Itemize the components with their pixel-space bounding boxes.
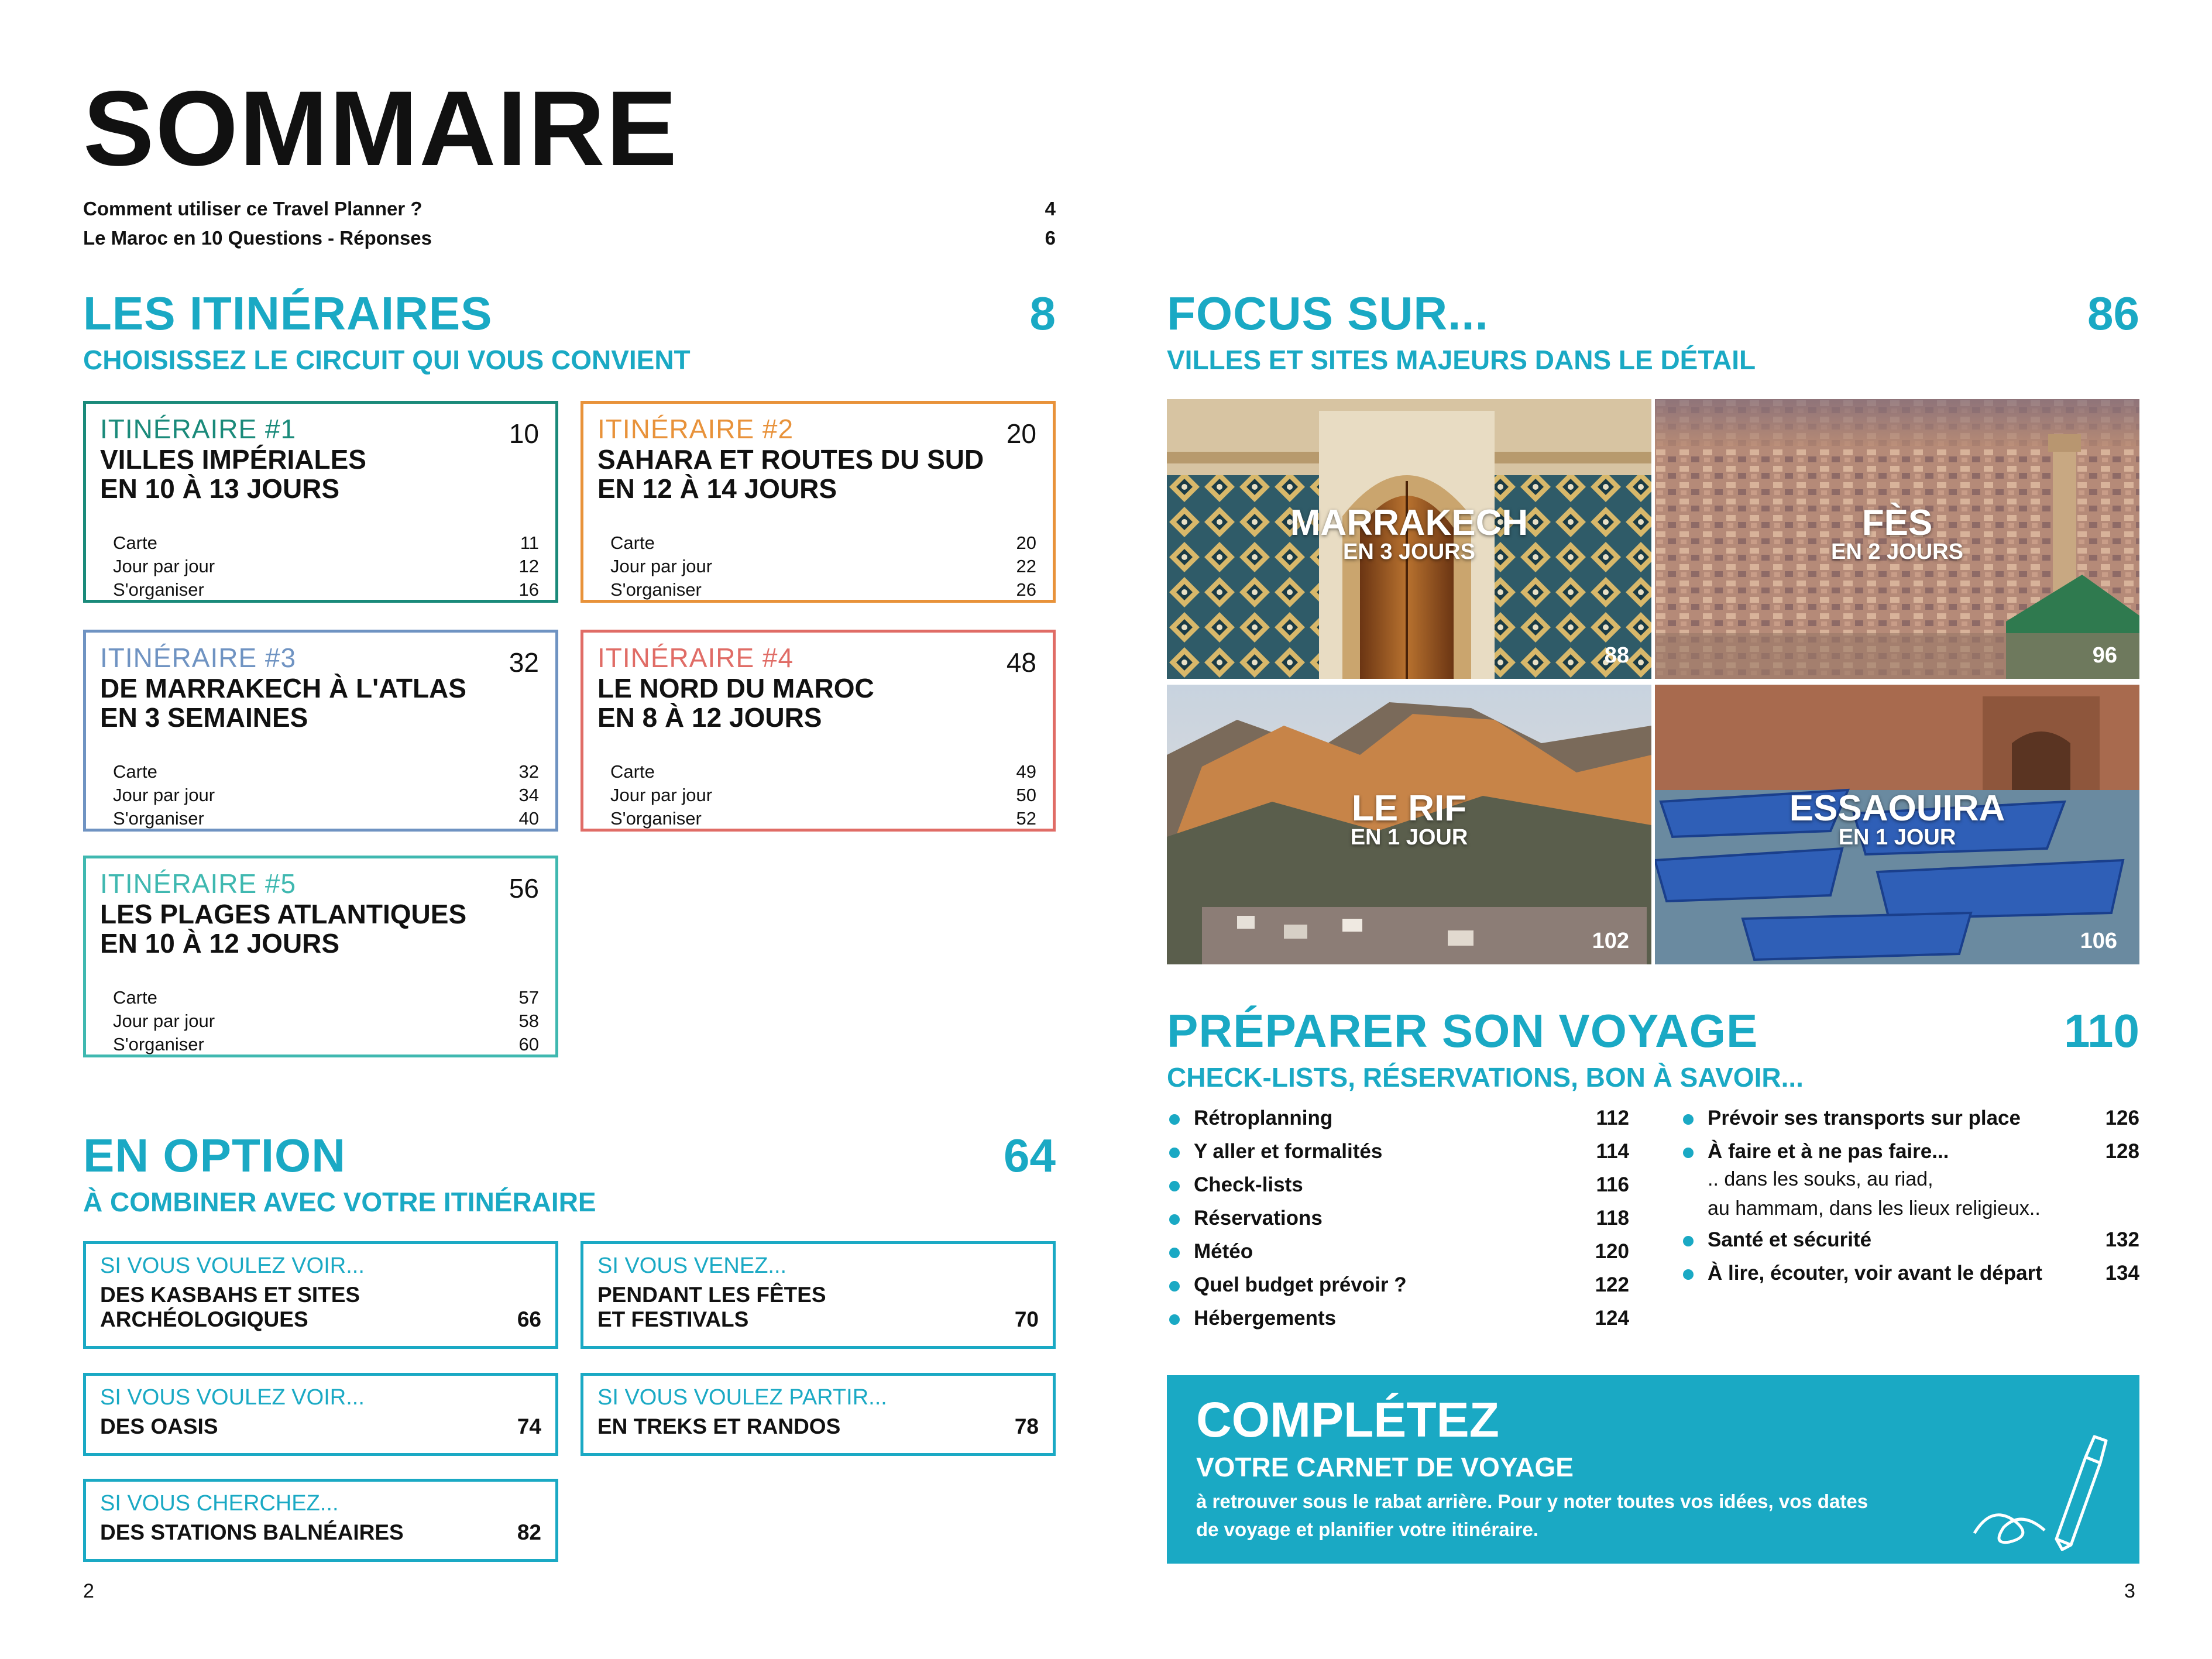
option-page: 74: [517, 1414, 541, 1438]
itinerary-page: 32: [509, 647, 539, 678]
checklist-item[interactable]: [1167, 1201, 1629, 1235]
tile-page: 96: [2092, 643, 2117, 668]
itinerary-subsection-row[interactable]: [113, 578, 539, 602]
subsection-page: 58: [518, 1011, 539, 1031]
subsection-page: 60: [518, 1034, 539, 1055]
itinerary-subsections: [113, 760, 539, 830]
itinerary-subsection-row[interactable]: [610, 578, 1036, 602]
checklist-page: 114: [1596, 1140, 1629, 1163]
itinerary-heading-line: EN 10 À 13 JOURS: [100, 473, 340, 504]
checklist-item[interactable]: [1681, 1135, 2139, 1168]
option-label: SI VOUS VOULEZ VOIR...: [100, 1253, 365, 1278]
subsection-label: Jour par jour: [610, 556, 713, 576]
option-card-2[interactable]: [581, 1241, 1056, 1349]
itinerary-heading: [597, 445, 1039, 503]
itinerary-card-3[interactable]: [83, 630, 558, 832]
itinerary-heading: [100, 445, 541, 503]
checklist-item[interactable]: [1167, 1168, 1629, 1201]
checklist-item[interactable]: [1167, 1301, 1629, 1335]
subsection-page: 52: [1016, 808, 1036, 829]
itinerary-card-2[interactable]: [581, 401, 1056, 603]
itinerary-heading-line: EN 12 À 14 JOURS: [597, 473, 837, 504]
completez-subtitle: VOTRE CARNET DE VOYAGE: [1196, 1452, 1574, 1482]
itinerary-subsections: [610, 531, 1036, 602]
tile-title: ESSAOUIRA: [1789, 788, 2005, 829]
subsection-label: Carte: [113, 533, 157, 553]
checklist-page: 118: [1596, 1207, 1629, 1229]
option-page: 64: [1004, 1129, 1056, 1181]
subsection-page: 50: [1016, 785, 1036, 805]
option-label: SI VOUS CHERCHEZ...: [100, 1491, 339, 1516]
subsection-label: S'organiser: [113, 579, 204, 600]
itinerary-subsection-row[interactable]: [113, 1009, 539, 1033]
checklist-page: 132: [2105, 1228, 2139, 1251]
subsection-label: S'organiser: [113, 808, 204, 829]
subsection-label: Jour par jour: [113, 785, 215, 805]
checklist-page: 120: [1595, 1240, 1629, 1263]
checklist-note-line: .. dans les souks, au riad,: [1708, 1168, 1933, 1190]
subsection-page: 20: [1016, 533, 1036, 553]
completez-text-line: de voyage et planifier votre itinéraire.: [1196, 1519, 1539, 1540]
itinerary-heading-line: EN 8 À 12 JOURS: [597, 702, 822, 733]
itinerary-subsection-row[interactable]: [113, 784, 539, 807]
itinerary-heading: [100, 674, 541, 732]
subsection-page: 16: [518, 579, 539, 600]
itinerary-heading-line: SAHARA ET ROUTES DU SUD: [597, 444, 984, 475]
pen-icon: [1969, 1434, 2109, 1551]
option-subtitle: À COMBINER AVEC VOTRE ITINÉRAIRE: [83, 1187, 596, 1217]
checklist-left: [1167, 1101, 1629, 1335]
checklist-item[interactable]: [1167, 1135, 1629, 1168]
itinerary-heading-line: LES PLAGES ATLANTIQUES: [100, 899, 467, 929]
subsection-label: Carte: [610, 533, 655, 553]
preparer-page: 110: [2063, 1005, 2139, 1057]
itinerary-page: 56: [509, 873, 539, 904]
subsection-label: Carte: [610, 761, 655, 782]
checklist-item[interactable]: [1167, 1268, 1629, 1301]
focus-tile-le-rif[interactable]: [1167, 685, 1651, 964]
option-page: 82: [517, 1520, 541, 1544]
option-heading-line: DES STATIONS BALNÉAIRES: [100, 1520, 404, 1544]
itinerary-page: 48: [1006, 647, 1036, 678]
preparer-title: PRÉPARER SON VOYAGE: [1167, 1005, 1758, 1057]
checklist-page: 116: [1596, 1173, 1629, 1196]
itinerary-page: 10: [509, 418, 539, 449]
checklist-right: [1681, 1101, 2139, 1290]
itinerary-heading-line: LE NORD DU MAROC: [597, 673, 874, 703]
subsection-label: S'organiser: [610, 808, 702, 829]
subsection-page: 26: [1016, 579, 1036, 600]
itinerary-subsection-row[interactable]: [610, 555, 1036, 578]
itinerary-label: ITINÉRAIRE #1: [100, 414, 297, 444]
tile-page: 106: [2080, 929, 2117, 953]
itinerary-subsection-row[interactable]: [610, 807, 1036, 830]
subsection-page: 34: [518, 785, 539, 805]
subsection-label: Carte: [113, 987, 157, 1008]
itinerary-card-4[interactable]: [581, 630, 1056, 832]
focus-tile-fes[interactable]: [1655, 399, 2139, 679]
intro-label: Comment utiliser ce Travel Planner ?: [83, 198, 423, 219]
subsection-label: Jour par jour: [113, 556, 215, 576]
checklist-page: 134: [2105, 1262, 2139, 1284]
completez-banner[interactable]: [1167, 1375, 2139, 1564]
subsection-page: 57: [518, 987, 539, 1008]
checklist-item[interactable]: [1167, 1101, 1629, 1135]
option-label: SI VOUS VOULEZ VOIR...: [100, 1385, 365, 1410]
checklist-label: À lire, écouter, voir avant le départ: [1708, 1262, 2042, 1284]
itinerary-label: ITINÉRAIRE #4: [597, 643, 794, 673]
itinerary-subsection-row[interactable]: [113, 1033, 539, 1056]
focus-title: FOCUS SUR...: [1167, 287, 1489, 339]
checklist-label: Prévoir ses transports sur place: [1708, 1107, 2021, 1129]
tile-title: LE RIF: [1351, 788, 1467, 829]
focus-tile-essaouira[interactable]: [1655, 685, 2139, 964]
page-number-left: 2: [83, 1580, 94, 1602]
option-heading-line: ARCHÉOLOGIQUES: [100, 1307, 308, 1331]
itinerary-heading: [597, 674, 1039, 732]
itinerary-subsection-row[interactable]: [113, 807, 539, 830]
checklist-item[interactable]: [1681, 1223, 2139, 1256]
option-card-5[interactable]: [83, 1479, 558, 1562]
itinerary-subsection-row[interactable]: [113, 555, 539, 578]
itinerary-heading-line: DE MARRAKECH À L'ATLAS: [100, 673, 466, 703]
tile-subtitle: EN 3 JOURS: [1343, 540, 1475, 564]
subsection-page: 32: [518, 761, 539, 782]
option-heading-line: DES OASIS: [100, 1414, 218, 1438]
subsection-label: Carte: [113, 761, 157, 782]
subsection-page: 40: [518, 808, 539, 829]
itinerary-subsection-row[interactable]: [610, 784, 1036, 807]
tile-page: 102: [1592, 929, 1629, 953]
option-card-3[interactable]: [83, 1373, 558, 1456]
itinerary-label: ITINÉRAIRE #2: [597, 414, 794, 444]
option-heading-line: EN TREKS ET RANDOS: [597, 1414, 841, 1438]
itinerary-heading-line: VILLES IMPÉRIALES: [100, 444, 366, 475]
itinerary-subsection-row[interactable]: [113, 531, 539, 555]
checklist-item[interactable]: [1681, 1101, 2139, 1135]
intro-label: Le Maroc en 10 Questions - Réponses: [83, 227, 432, 249]
focus-subtitle: VILLES ET SITES MAJEURS DANS LE DÉTAIL: [1167, 345, 1756, 375]
itineraires-title: LES ITINÉRAIRES: [83, 287, 493, 339]
page-number-right: 3: [2124, 1580, 2135, 1602]
itinerary-card-5[interactable]: [83, 856, 558, 1057]
itinerary-card-1[interactable]: [83, 401, 558, 603]
checklist-item[interactable]: [1167, 1235, 1629, 1268]
intro-row-1[interactable]: [83, 198, 1056, 220]
tile-title: MARRAKECH: [1290, 503, 1529, 543]
option-heading: [100, 1414, 541, 1439]
itinerary-heading: [100, 899, 541, 958]
focus-tile-marrakech[interactable]: [1167, 399, 1651, 679]
subsection-label: S'organiser: [610, 579, 702, 600]
tile-title: FÈS: [1861, 503, 1933, 543]
page-title: SOMMAIRE: [83, 68, 678, 188]
option-heading-line: DES KASBAHS ET SITES: [100, 1283, 360, 1307]
focus-page: 86: [2087, 287, 2139, 339]
subsection-label: S'organiser: [113, 1034, 204, 1055]
itinerary-heading-line: EN 10 À 12 JOURS: [100, 928, 340, 959]
option-heading: [100, 1283, 541, 1332]
option-heading: [597, 1414, 1039, 1439]
intro-row-2[interactable]: [83, 227, 1056, 249]
intro-page: 6: [1045, 227, 1056, 249]
subsection-label: Jour par jour: [610, 785, 713, 805]
option-heading-line: ET FESTIVALS: [597, 1307, 749, 1331]
checklist-label: Santé et sécurité: [1708, 1228, 1872, 1251]
option-title: EN OPTION: [83, 1129, 346, 1181]
option-page: 78: [1014, 1414, 1039, 1438]
itinerary-subsection-row[interactable]: [610, 760, 1036, 784]
checklist-note-line: au hammam, dans les lieux religieux..: [1708, 1197, 2041, 1220]
completez-title: COMPLÉTEZ: [1196, 1392, 1499, 1447]
option-heading: [597, 1283, 1039, 1332]
option-card-1[interactable]: [83, 1241, 558, 1349]
preparer-subtitle: CHECK-LISTS, RÉSERVATIONS, BON À SAVOIR...: [1167, 1062, 1804, 1093]
subsection-page: 11: [520, 533, 539, 553]
checklist-page: 128: [2105, 1140, 2139, 1163]
intro-page: 4: [1045, 198, 1056, 219]
itineraires-subtitle: CHOISISSEZ LE CIRCUIT QUI VOUS CONVIENT: [83, 345, 691, 375]
itinerary-subsection-row[interactable]: [113, 760, 539, 784]
itineraires-page: 8: [1029, 287, 1056, 339]
itinerary-subsection-row[interactable]: [610, 531, 1036, 555]
checklist-label: À faire et à ne pas faire...: [1708, 1140, 1949, 1163]
checklist-label: Réservations: [1194, 1207, 1323, 1229]
option-page: 70: [1014, 1307, 1039, 1331]
completez-text-line: à retrouver sous le rabat arrière. Pour y noter toutes vos idées, vos dates: [1196, 1490, 1868, 1512]
checklist-label: Check-lists: [1194, 1173, 1303, 1196]
checklist-label: Y aller et formalités: [1194, 1140, 1383, 1163]
checklist-label: Rétroplanning: [1194, 1107, 1333, 1129]
checklist-label: Hébergements: [1194, 1307, 1337, 1330]
subsection-page: 12: [518, 556, 539, 576]
itinerary-subsections: [113, 531, 539, 602]
checklist-label: Météo: [1194, 1240, 1253, 1263]
checklist-label: Quel budget prévoir ?: [1194, 1273, 1407, 1296]
subsection-label: Jour par jour: [113, 1011, 215, 1031]
checklist-page: 124: [1595, 1307, 1629, 1330]
completez-text: [1196, 1488, 1868, 1544]
tile-page: 88: [1604, 643, 1629, 668]
option-label: SI VOUS VOULEZ PARTIR...: [597, 1385, 887, 1410]
itinerary-heading-line: EN 3 SEMAINES: [100, 702, 308, 733]
tile-subtitle: EN 2 JOURS: [1831, 540, 1963, 564]
itinerary-subsection-row[interactable]: [113, 986, 539, 1009]
checklist-page: 126: [2105, 1107, 2139, 1129]
subsection-page: 22: [1016, 556, 1036, 576]
subsection-page: 49: [1016, 761, 1036, 782]
option-heading: [100, 1520, 541, 1545]
tile-subtitle: EN 1 JOUR: [1838, 825, 1956, 850]
itinerary-subsections: [610, 760, 1036, 830]
tile-subtitle: EN 1 JOUR: [1350, 825, 1468, 850]
option-page: 66: [517, 1307, 541, 1331]
checklist-page: 122: [1595, 1273, 1629, 1296]
itinerary-label: ITINÉRAIRE #3: [100, 643, 297, 673]
option-card-4[interactable]: [581, 1373, 1056, 1456]
option-heading-line: PENDANT LES FÊTES: [597, 1283, 826, 1307]
checklist-page: 112: [1596, 1107, 1629, 1129]
itinerary-page: 20: [1006, 418, 1036, 449]
option-label: SI VOUS VENEZ...: [597, 1253, 787, 1278]
itinerary-label: ITINÉRAIRE #5: [100, 868, 297, 899]
itinerary-subsections: [113, 986, 539, 1056]
checklist-item[interactable]: [1681, 1256, 2139, 1290]
